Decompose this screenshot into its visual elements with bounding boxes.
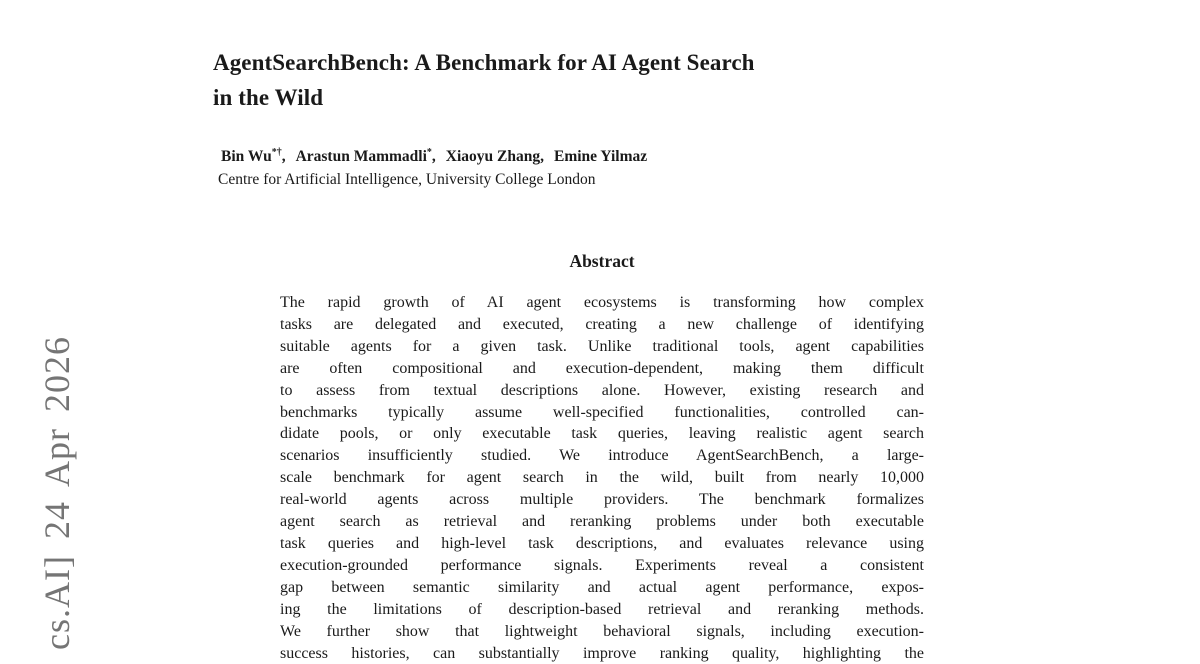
abstract-line: are often compositional and execution-dependent, making them difficult [280,358,924,380]
abstract-heading: Abstract [280,251,924,272]
abstract-line: execution-grounded performance signals. Experiments reveal a consistent [280,555,924,577]
abstract-line: real-world agents across multiple providers. The benchmark formalizes [280,489,924,511]
author-name: Xiaoyu Zhang [446,148,540,165]
author-footnote-marker: *† [272,147,282,158]
abstract-line: success histories, can substantially improve ranking quality, highlighting the [280,643,924,664]
abstract-line: task queries and high-level task descriptions, and evaluates relevance using [280,533,924,555]
author [446,148,554,165]
author-footnote-marker: * [427,147,432,158]
paper-title-line-2: in the Wild [213,80,973,115]
affiliation: Centre for Artificial Intelligence, University College London [218,171,596,189]
author-separator: , [282,148,286,165]
author [554,148,657,165]
abstract-line: to assess from textual descriptions alone. However, existing research and [280,380,924,402]
abstract-line: We further show that lightweight behavioral signals, including execution- [280,621,924,643]
arxiv-watermark: cs.AI] 24 Apr 2026 [36,336,78,650]
abstract-line: scale benchmark for agent search in the wild, built from nearly 10,000 [280,467,924,489]
abstract-line: ing the limitations of description-based retrieval and reranking methods. [280,599,924,621]
abstract-line: benchmarks typically assume well-specified functionalities, controlled can- [280,402,924,424]
author-name: Emine Yilmaz [554,148,647,165]
abstract-line: tasks are delegated and executed, creating a new challenge of identifying [280,314,924,336]
paper-title [213,45,973,115]
abstract-line: didate pools, or only executable task queries, leaving realistic agent search [280,423,924,445]
author-name: Bin Wu [221,148,272,165]
author [221,148,296,165]
author-separator: , [432,148,436,165]
abstract-body [280,292,924,664]
author-separator: , [540,148,544,165]
author-name: Arastun Mammadli [296,148,427,165]
abstract-line: suitable agents for a given task. Unlike traditional tools, agent capabilities [280,336,924,358]
authors-line [221,148,657,166]
abstract-line: scenarios insufficiently studied. We introduce AgentSearchBench, a large- [280,445,924,467]
paper-title-line-1: AgentSearchBench: A Benchmark for AI Agent Search [213,45,973,80]
author [296,148,446,165]
abstract-line: agent search as retrieval and reranking problems under both executable [280,511,924,533]
abstract-line: The rapid growth of AI agent ecosystems is transforming how complex [280,292,924,314]
abstract-line: gap between semantic similarity and actual agent performance, expos- [280,577,924,599]
